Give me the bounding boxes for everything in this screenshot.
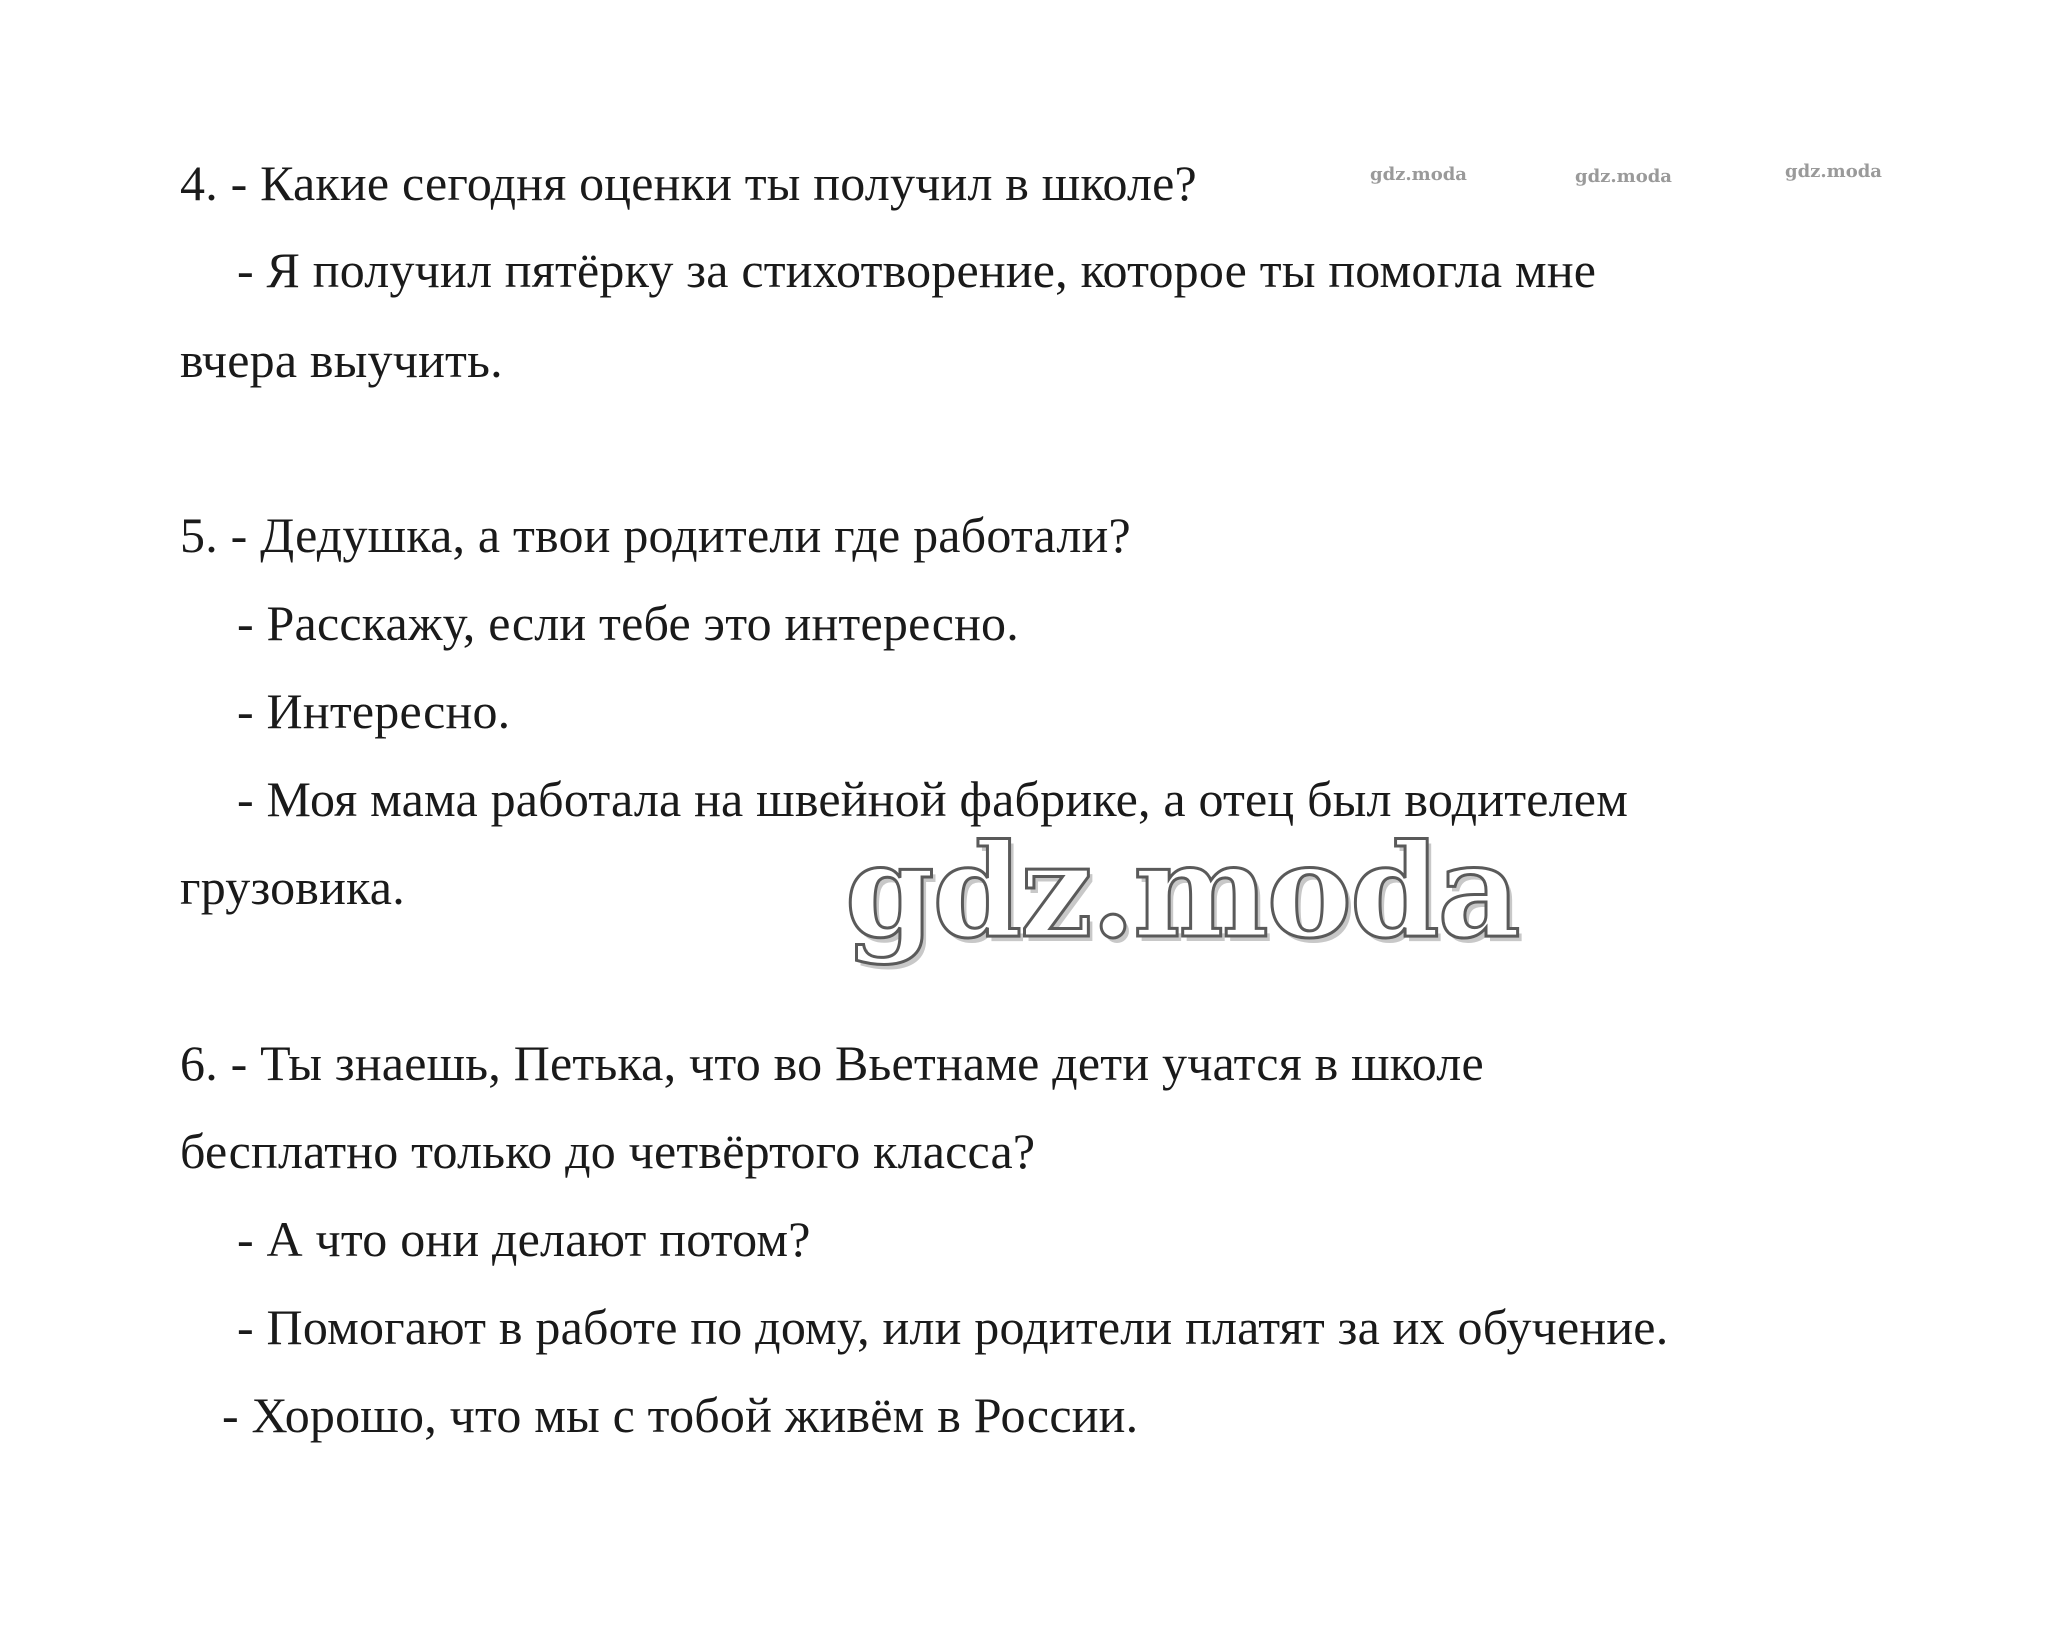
dialogue-5-question: 5. - Дедушка, а твои родители где работали? <box>180 507 1131 563</box>
dialogue-4-question: 4. - Какие сегодня оценки ты получил в школе? <box>180 155 1197 211</box>
dialogue-5-line-4: - Моя мама работала на швейной фабрике, а отец был водителем <box>237 771 1629 827</box>
dialogue-6-line-3: - А что они делают потом? <box>237 1211 811 1267</box>
dialogue-6-line-5: - Хорошо, что мы с тобой живём в России. <box>222 1387 1139 1443</box>
dialogue-5-line-3: - Интересно. <box>237 683 511 739</box>
dialogue-6-question-continuation: бесплатно только до четвёртого класса? <box>180 1123 1036 1179</box>
dialogue-6-question: 6. - Ты знаешь, Петька, что во Вьетнаме дети учатся в школе <box>180 1035 1484 1091</box>
dialogue-4-answer-continuation: вчера выучить. <box>180 332 503 388</box>
watermark-logo: gdz.moda <box>845 817 1519 967</box>
watermark-small-2: gdz.moda <box>1575 166 1672 187</box>
dialogue-5-line-5: грузовика. <box>180 859 405 915</box>
watermark-small-3: gdz.moda <box>1785 161 1882 182</box>
dialogue-5-line-2: - Расскажу, если тебе это интересно. <box>237 595 1019 651</box>
dialogue-6-line-4: - Помогают в работе по дому, или родители платят за их обучение. <box>237 1299 1669 1355</box>
watermark-small-1: gdz.moda <box>1370 164 1467 185</box>
dialogue-4-answer: - Я получил пятёрку за стихотворение, которое ты помогла мне <box>237 242 1597 298</box>
